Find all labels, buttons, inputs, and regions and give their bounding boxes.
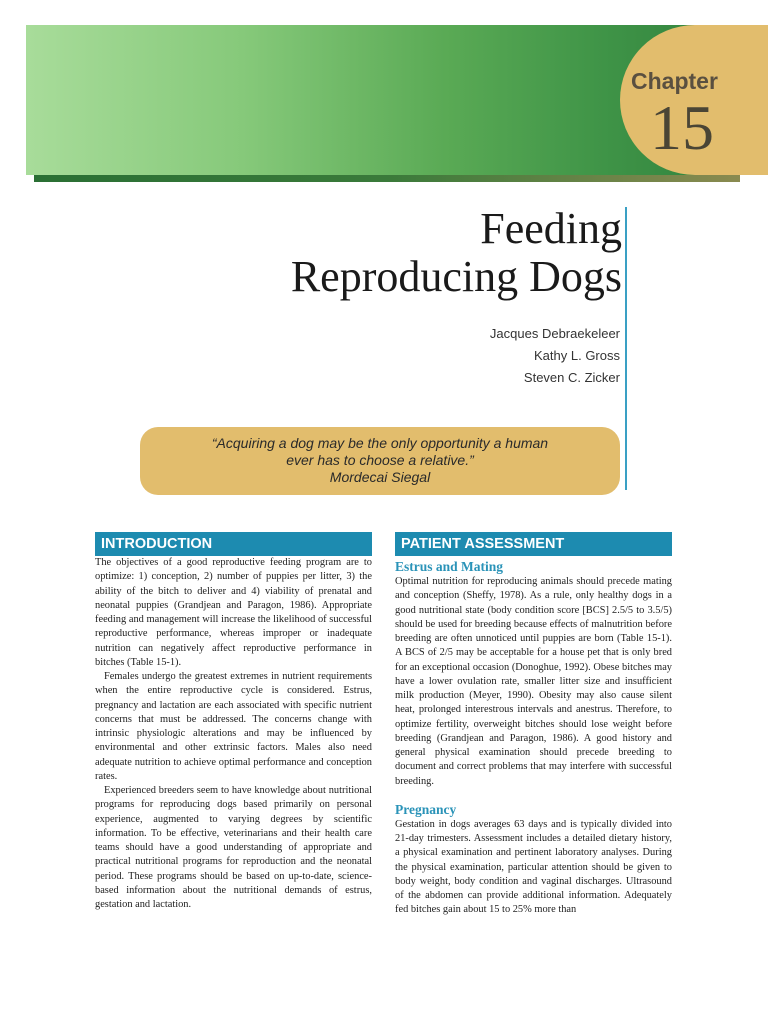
page-title [291,205,622,301]
banner-underline [34,175,740,182]
title-divider [625,207,627,490]
quote-text: “Acquiring a dog may be the only opportunity a human ever has to choose a relative.” [211,435,549,468]
introduction-heading: INTRODUCTION [95,532,372,556]
intro-paragraph: Females undergo the greatest extremes in nutrient requirements when the entire reproductive cycle is considered. Estrus, pregnancy and lactation are each associated with specific nutrient concerns that must be addressed. The concerns change with intrinsic physiologic alterations and may be influenced by environmental and other extrinsic factors. Males also need adequate nutrition to achieve optimal performance and conception rates. [95,671,372,782]
author-name: Jacques Debraekeleer [489,326,620,341]
patient-assessment-column [395,532,672,918]
introduction-column [95,532,372,912]
title-line-2: Reproducing Dogs [290,252,622,301]
estrus-subheading: Estrus and Mating [395,559,504,574]
chapter-number: 15 [650,92,714,163]
patient-assessment-heading: PATIENT ASSESSMENT [395,532,672,556]
author-name: Steven C. Zicker [523,370,620,385]
author-list [490,323,620,389]
author-name: Kathy L. Gross [534,348,620,363]
intro-paragraph: Experienced breeders seem to have knowledge about nutritional programs for reproducing dogs based primarily on personal experience, augmented to varying degrees by scientific information. To be effective, veterinarians and their health care teams should have a good understanding of appropriate and practical nutritional programs for reproduction and the neonatal period. These programs should be based on up-to-date, science-based information about the nutritional demands of estrus, gestation and lactation. [95,785,372,910]
pregnancy-subheading: Pregnancy [395,801,457,817]
intro-paragraph: The objectives of a good reproductive feeding program are to optimize: 1) conception, 2) number of puppies per litter, 3) the ability of the bitch to deliver and 4) viability of prenatal and neonatal puppies (Grandjean and Paragon, 1986). Appropriate feeding and management will increase the likelihood of successful reproductive performance, whereas improper or inadequate nutrition can negatively affect reproductive performance in bitches (Table 15-1). [95,557,372,668]
quote-author: Mordecai Siegal [329,469,431,485]
title-line-1: Feeding [480,204,622,253]
epigraph-box [140,427,620,495]
chapter-label: Chapter [631,68,718,94]
pregnancy-paragraph: Gestation in dogs averages 63 days and is typically divided into 21-day trimesters. Assessment includes a detailed dietary history, a physical examination and pertinent laboratory analyses. During the physical examination, particular attention should be given to body weight, body condition and vaginal discharges. Ultrasound of the abdomen can provide additional information. Adequately fed bitches gain about 15 to 25% more than [395,818,672,916]
estrus-paragraph: Optimal nutrition for reproducing animals should precede mating and conception (Sheffy, 1978). As a rule, only healthy dogs in a good nutritional state (body condition score [BCS] 2.5/5 to 3.5/5) should be used for breeding because effects of malnutrition before breeding are often unnoticed until puppies are born (Table 15-1). A BCS of 2/5 may be acceptable for a house pet that is only bred for an exceptional occasion (Donoghue, 1992). Obese bitches may have a lower ovulation rate, smaller litter size and insufficient milk production (Meyer, 1990). Obesity may also cause silent heat, prolonged interestrous intervals and anestrus. Therefore, to optimize fertility, overweight bitches should lose weight before breeding (Grandjean and Paragon, 1986). A good history and general physical examination should precede breeding to document and correct problems that may interfere with successful breeding. [395,576,672,787]
